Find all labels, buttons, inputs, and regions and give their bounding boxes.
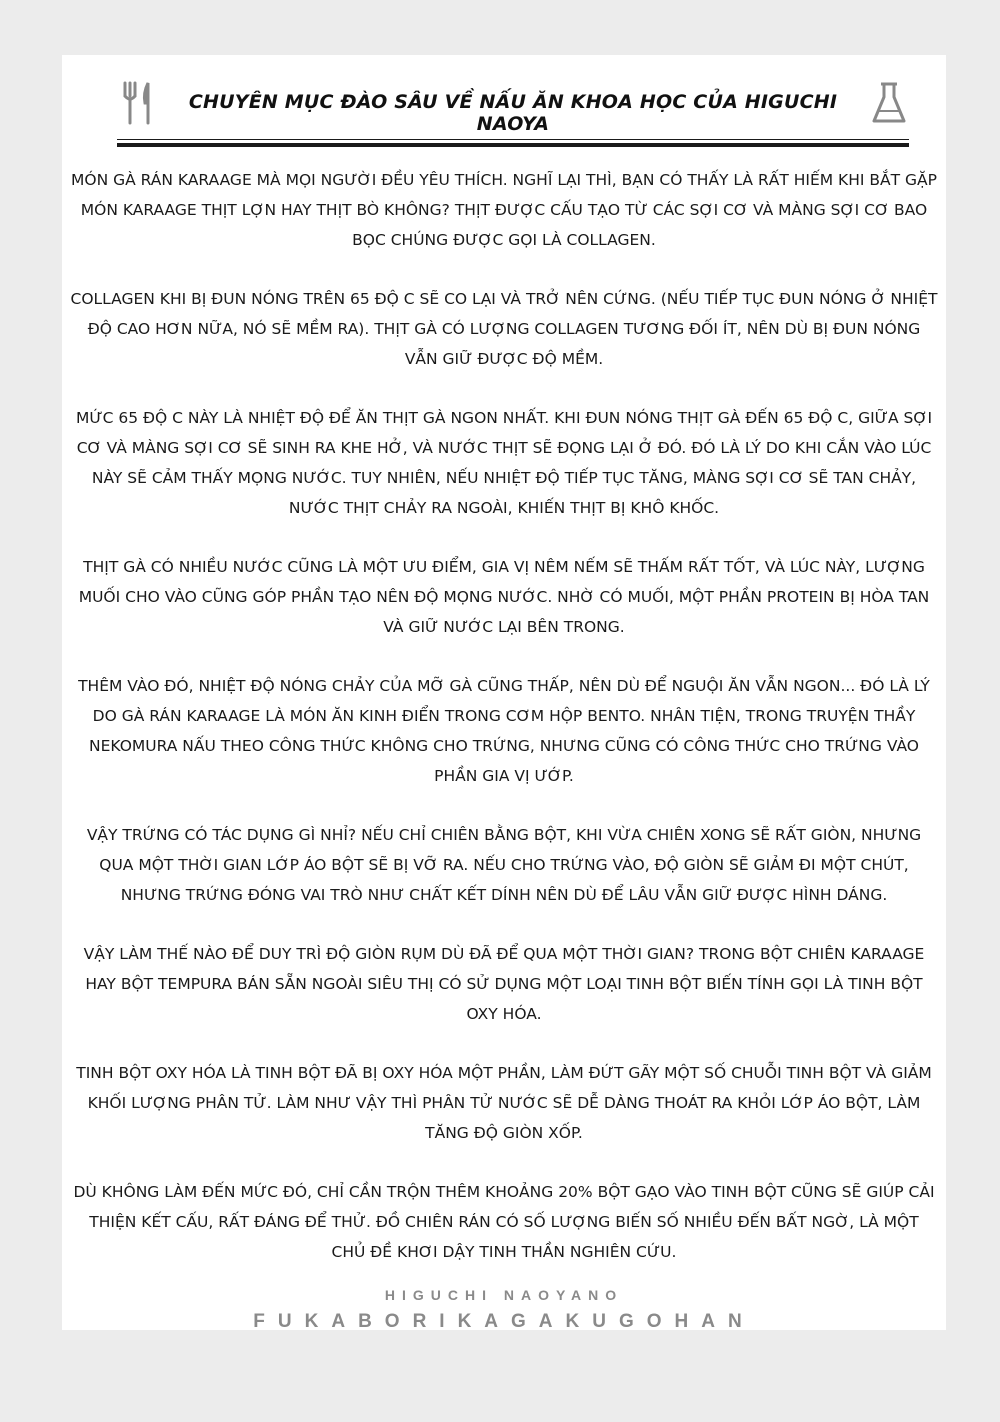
paragraph-3: MỨC 65 ĐỘ C NÀY LÀ NHIỆT ĐỘ ĐỂ ĂN THỊT GÀ NGON NHẤT. KHI ĐUN NÓNG THỊT GÀ ĐẾN 65 ĐỘ C, GIỮA SỢI CƠ VÀ MÀNG SỢI CƠ SẼ SINH RA KHE HỞ, VÀ NƯỚC THỊT SẼ ĐỌNG LẠI Ở ĐÓ. ĐÓ LÀ LÝ DO KHI CẮN VÀO LÚC NÀY SẼ CẢM THẤY MỌNG NƯỚC. TUY NHIÊN, NẾU NHIỆT ĐỘ TIẾP TỤC TĂNG, MÀNG SỢI CƠ SẼ TAN CHẢY, NƯỚC THỊT CHẢY RA NGOÀI, KHIẾN THỊT BỊ KHÔ KHỐC. (75, 409, 933, 517)
paragraph-5: THÊM VÀO ĐÓ, NHIỆT ĐỘ NÓNG CHẢY CỦA MỠ GÀ CŨNG THẤP, NÊN DÙ ĐỂ NGUỘI ĂN VẪN NGON... ĐÓ LÀ LÝ DO GÀ RÁN KARAAGE LÀ MÓN ĂN KINH ĐIỂN TRONG CƠM HỘP BENTO. NHÂN TIỆN, TRONG TRUYỆN THẦY NEKOMURA NẤU THEO CÔNG THỨC KHÔNG CHO TRỨNG, NHƯNG CŨNG CÓ CÔNG THỨC CHO TRỨNG VÀO PHẦN GIA VỊ ƯỚP. (78, 677, 930, 785)
column-title: CHUYÊN MỤC ĐÀO SÂU VỀ NẤU ĂN KHOA HỌC CỦA HIGUCHI NAOYA (188, 91, 838, 135)
footer-line-1: HIGUCHI NAOYANO (384, 1287, 624, 1303)
series-footer (62, 1287, 946, 1333)
header-rule-thin (117, 139, 909, 141)
page-sheet (62, 55, 946, 1330)
footer-line-2: FUKABORIKAGAKUGOHAN (253, 1311, 755, 1332)
paragraph-2: COLLAGEN KHI BỊ ĐUN NÓNG TRÊN 65 ĐỘ C SẼ CO LẠI VÀ TRỞ NÊN CỨNG. (NẾU TIẾP TỤC ĐUN NÓNG Ở NHIỆT ĐỘ CAO HƠN NỮA, NÓ SẼ MỀM RA). THỊT GÀ CÓ LƯỢNG COLLAGEN TƯƠNG ĐỐI ÍT, NÊN DÙ BỊ ĐUN NÓNG VẪN GIỮ ĐƯỢC ĐỘ MỀM. (70, 290, 938, 368)
paragraph-9: DÙ KHÔNG LÀM ĐẾN MỨC ĐÓ, CHỈ CẦN TRỘN THÊM KHOẢNG 20% BỘT GẠO VÀO TINH BỘT CŨNG SẼ GIÚP CẢI THIỆN KẾT CẤU, RẤT ĐÁNG ĐỂ THỬ. ĐỒ CHIÊN RÁN CÓ SỐ LƯỢNG BIẾN SỐ NHIỀU ĐẾN BẤT NGỜ, LÀ MỘT CHỦ ĐỀ KHƠI DẬY TINH THẦN NGHIÊN CỨU. (73, 1183, 935, 1261)
paragraph-8: TINH BỘT OXY HÓA LÀ TINH BỘT ĐÃ BỊ OXY HÓA MỘT PHẦN, LÀM ĐỨT GÃY MỘT SỐ CHUỖI TINH BỘT VÀ GIẢM KHỐI LƯỢNG PHÂN TỬ. LÀM NHƯ VẬY THÌ PHÂN TỬ NƯỚC SẼ DỄ DÀNG THOÁT RA KHỎI LỚP ÁO BỘT, LÀM TĂNG ĐỘ GIÒN XỐP. (76, 1064, 932, 1142)
article-body (70, 165, 938, 1296)
paragraph-1: MÓN GÀ RÁN KARAAGE MÀ MỌI NGƯỜI ĐỀU YÊU THÍCH. NGHĨ LẠI THÌ, BẠN CÓ THẤY LÀ RẤT HIẾM KHI BẮT GẶP MÓN KARAAGE THỊT LỢN HAY THỊT BÒ KHÔNG? THỊT ĐƯỢC CẤU TẠO TỪ CÁC SỢI CƠ VÀ MÀNG SỢI CƠ BAO BỌC CHÚNG ĐƯỢC GỌI LÀ COLLAGEN. (71, 171, 937, 249)
paragraph-7: VẬY LÀM THẾ NÀO ĐỂ DUY TRÌ ĐỘ GIÒN RỤM DÙ ĐÃ ĐỂ QUA MỘT THỜI GIAN? TRONG BỘT CHIÊN KARAAGE HAY BỘT TEMPURA BÁN SẴN NGOÀI SIÊU THỊ CÓ SỬ DỤNG MỘT LOẠI TINH BỘT BIẾN TÍNH GỌI LÀ TINH BỘT OXY HÓA. (83, 945, 925, 1023)
column-header (117, 75, 909, 147)
paragraph-6: VẬY TRỨNG CÓ TÁC DỤNG GÌ NHỈ? NẾU CHỈ CHIÊN BẰNG BỘT, KHI VỪA CHIÊN XONG SẼ RẤT GIÒN, NHƯNG QUA MỘT THỜI GIAN LỚP ÁO BỘT SẼ BỊ VỠ RA. NẾU CHO TRỨNG VÀO, ĐỘ GIÒN SẼ GIẢM ĐI MỘT CHÚT, NHƯNG TRỨNG ĐÓNG VAI TRÒ NHƯ CHẤT KẾT DÍNH NÊN DÙ ĐỂ LÂU VẪN GIỮ ĐƯỢC HÌNH DÁNG. (86, 826, 922, 904)
fork-knife-icon (121, 81, 155, 129)
flask-icon (871, 81, 907, 129)
paragraph-4: THỊT GÀ CÓ NHIỀU NƯỚC CŨNG LÀ MỘT ƯU ĐIỂM, GIA VỊ NÊM NẾM SẼ THẤM RẤT TỐT, VÀ LÚC NÀY, LƯỢNG MUỐI CHO VÀO CŨNG GÓP PHẦN TẠO NÊN ĐỘ MỌNG NƯỚC. NHỜ CÓ MUỐI, MỘT PHẦN PROTEIN BỊ HÒA TAN VÀ GIỮ NƯỚC LẠI BÊN TRONG. (78, 558, 930, 636)
header-rule (117, 143, 909, 147)
